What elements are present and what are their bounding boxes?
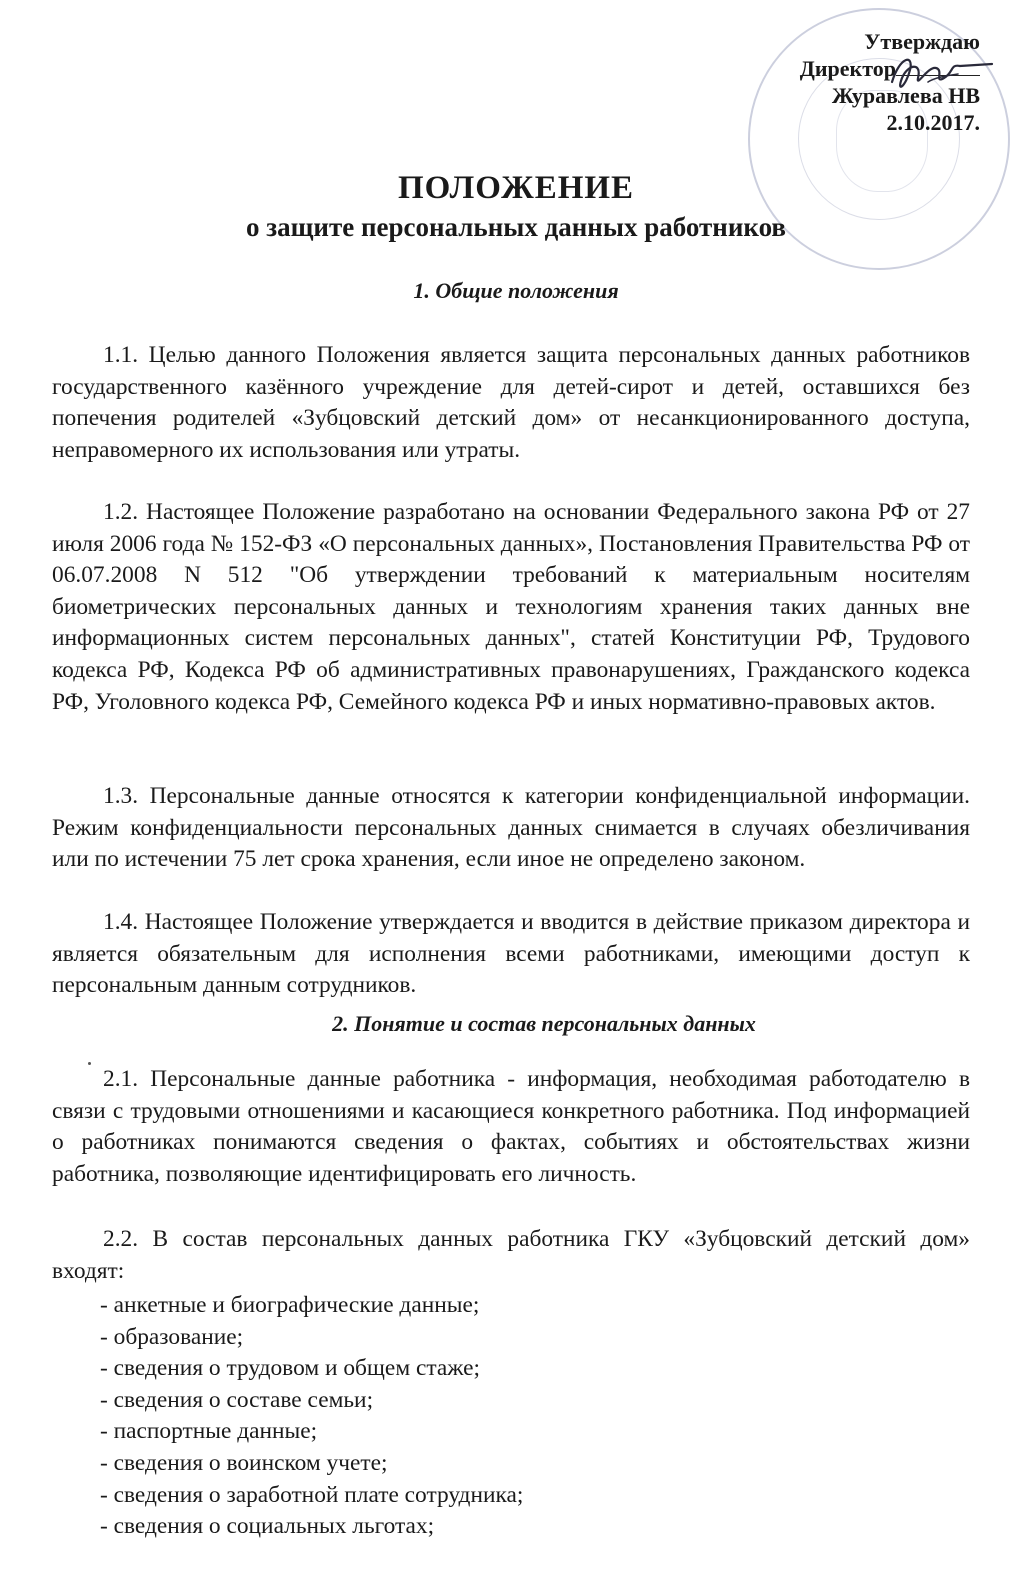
paragraph-1-3: 1.3. Персональные данные относятся к категории конфиденциальной информации. Режим конфиденциальности персональных данных снимается в случаях обезличивания или по истечении 75 лет срока хранения, если иное не определено законом. (52, 783, 970, 873)
approval-word: Утверждаю (864, 29, 980, 54)
personal-data-list (100, 1290, 523, 1543)
paragraph-2-2: 2.2. В состав персональных данных работника ГКУ «Зубцовский детский дом» входят: (52, 1226, 970, 1284)
list-item: - сведения о социальных льготах; (100, 1513, 435, 1540)
section-heading-personal-data: 2. Понятие и состав персональных данных (332, 1011, 756, 1036)
list-item: - паспортные данные; (100, 1418, 318, 1445)
paragraph-2-1: 2.1. Персональные данные работника - информация, необходимая работодателю в связи с трудовыми отношениями и касающиеся конкретного работника. Под информацией о работниках понимаются сведения о фактах, событиях и обстоятельствах жизни работника, позволяющие идентифицировать его личность. (52, 1066, 970, 1187)
document-subtitle: о защите персональных данных работников (246, 212, 786, 242)
list-item: - сведения о заработной плате сотрудника; (100, 1481, 524, 1508)
document-title: ПОЛОЖЕНИЕ (397, 170, 635, 206)
approval-name: Журавлева НВ (831, 83, 980, 108)
paragraph-1-1: 1.1. Целью данного Положения является защита персональных данных работников государственного казённого учреждение для детей-сирот и детей, оставшихся без попечения родителей «Зубцовский детский дом» от несанкционированного доступа, неправомерного их использования или утраты. (52, 342, 970, 463)
list-item: - сведения о составе семьи; (100, 1386, 374, 1413)
section-heading-general: 1. Общие положения (413, 278, 619, 303)
paragraph-1-4: 1.4. Настоящее Положение утверждается и вводится в действие приказом директора и является обязательным для исполнения всеми работниками, имеющими доступ к персональным данным сотрудников. (52, 909, 970, 999)
list-item: - сведения о воинском учете; (100, 1449, 388, 1476)
handwritten-signature (888, 48, 998, 100)
director-label: Директор (799, 56, 896, 81)
list-item: - образование; (100, 1323, 244, 1350)
list-item: - анкетные и биографические данные; (100, 1292, 480, 1318)
approval-date: 2.10.2017. (886, 110, 980, 135)
paragraph-1-2: 1.2. Настоящее Положение разработано на основании Федерального закона РФ от 27 июля 2006 года № 152-ФЗ «О персональных данных», Постановления Правительства РФ от 06.07.2008 N 512 "Об утверждении требований к материальным носителям биометрических персональных данных и технологиям хранения таких данных вне информационных систем персональных данных", статей Конституции РФ, Трудового кодекса РФ, Кодекса РФ об административных правонарушениях, Гражданского кодекса РФ, Уголовного кодекса РФ, Семейного кодекса РФ и иных нормативно-правовых актов. (52, 499, 970, 715)
list-item: - сведения о трудовом и общем стаже; (100, 1355, 480, 1382)
